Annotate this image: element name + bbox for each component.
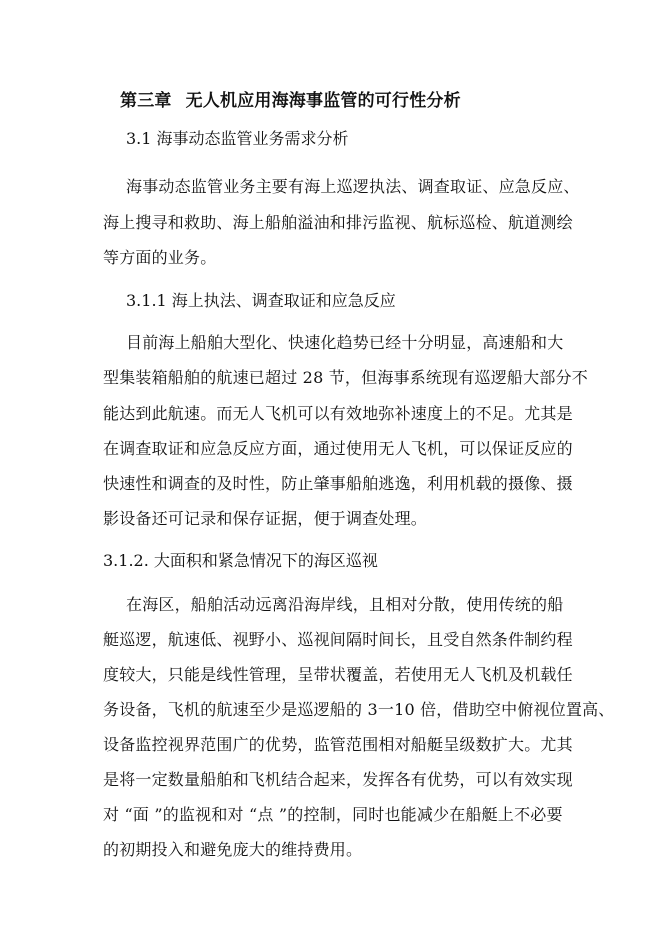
paragraph-line: 在海区，船舶活动远离沿海岸线，且相对分散，使用传统的船: [126, 595, 564, 614]
paragraph-line: 设备监控视界范围广的优势，监管范围相对船艇呈级数扩大。尤其: [103, 735, 573, 754]
section-heading-3-1-1: 3.1.1 海上执法、调查取证和应急反应: [126, 291, 396, 310]
paragraph-line: 务设备，飞机的航速至少是巡逻船的 3一10 倍，借助空中俯视位置高、: [103, 700, 615, 719]
paragraph-line: 型集装箱船舶的航速已超过 28 节，但海事系统现有巡逻船大部分不: [103, 368, 588, 387]
paragraph-line: 影设备还可记录和保存证据，便于调查处理。: [103, 509, 428, 528]
chapter-title: [120, 86, 461, 111]
paragraph-line: 在调查取证和应急反应方面，通过使用无人飞机，可以保证反应的: [103, 439, 573, 458]
paragraph-line: 对 “面 ”的监视和对 “点 ”的控制，同时也能减少在船艇上不必要: [103, 805, 563, 824]
paragraph-line: 的初期投入和避免庞大的维持费用。: [103, 840, 363, 859]
paragraph-line: 是将一定数量船舶和飞机结合起来，发挥各有优势，可以有效实现: [103, 770, 573, 789]
paragraph-line: 快速性和调查的及时性，防止肇事船舶逃逸，利用机载的摄像、摄: [103, 474, 573, 493]
paragraph-line: 等方面的业务。: [103, 248, 217, 267]
paragraph-line: 能达到此航速。而无人飞机可以有效地弥补速度上的不足。尤其是: [103, 404, 573, 423]
chapter-title-text: 无人机应用海海事监管的可行性分析: [185, 91, 461, 111]
section-heading-3-1-2: 3.1.2. 大面积和紧急情况下的海区巡视: [103, 551, 378, 570]
paragraph-line: 目前海上船舶大型化、快速化趋势已经十分明显，高速船和大: [126, 333, 564, 352]
paragraph-line: 海上搜寻和救助、海上船舶溢油和排污监视、航标巡检、航道测绘: [103, 213, 573, 232]
chapter-number: 第三章: [120, 91, 172, 111]
paragraph-line: 度较大，只能是线性管理，呈带状覆盖，若使用无人飞机及机载任: [103, 665, 573, 684]
paragraph-line: 海事动态监管业务主要有海上巡逻执法、调查取证、应急反应、: [126, 177, 580, 196]
paragraph-line: 艇巡逻，航速低、视野小、巡视间隔时间长，且受自然条件制约程: [103, 630, 573, 649]
section-heading-3-1: 3.1 海事动态监管业务需求分析: [126, 129, 349, 148]
